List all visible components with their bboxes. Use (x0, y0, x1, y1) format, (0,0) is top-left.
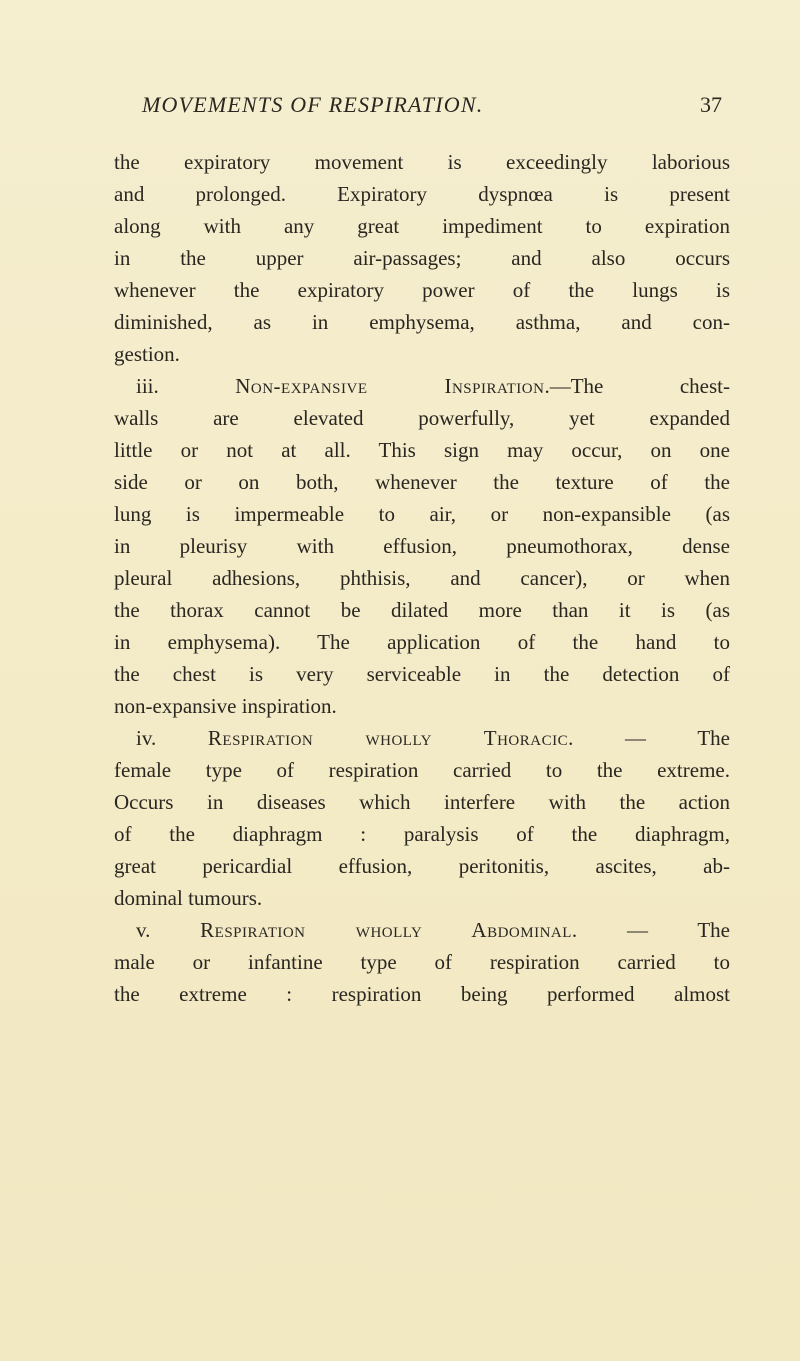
page-number: 37 (700, 92, 722, 117)
text-line: whenever the expiratory power of the lungs is (114, 278, 730, 302)
section-heading-line: v. Respiration wholly Abdominal. — The (136, 918, 730, 942)
text-line: side or on both, whenever the texture of the (114, 470, 730, 494)
body-text (114, 146, 730, 1010)
text-line: and prolonged. Expiratory dyspnœa is present (114, 182, 730, 206)
text-line: female type of respiration carried to the extreme. (114, 758, 730, 782)
section-heading-line: iv. Respiration wholly Thoracic. — The (136, 726, 730, 750)
text-line: the chest is very serviceable in the detection of (114, 662, 730, 686)
text-line: gestion. (114, 342, 180, 366)
section-heading-line: iii. Non-expansive Inspiration.—The chest- (136, 374, 730, 398)
text-line: diminished, as in emphysema, asthma, and con- (114, 310, 730, 334)
text-line: male or infantine type of respiration carried to (114, 950, 730, 974)
text-line: the expiratory movement is exceedingly laborious (114, 150, 730, 174)
text-line: in emphysema). The application of the hand to (114, 630, 730, 654)
text-line: great pericardial effusion, peritonitis, ascites, ab- (114, 854, 730, 878)
text-line: the extreme : respiration being performed almost (114, 982, 730, 1006)
text-line: along with any great impediment to expiration (114, 214, 730, 238)
page-header (142, 92, 722, 126)
text-line: in the upper air-passages; and also occurs (114, 246, 730, 270)
text-line: walls are elevated powerfully, yet expanded (114, 406, 730, 430)
text-line: pleural adhesions, phthisis, and cancer), or when (114, 566, 730, 590)
text-line: of the diaphragm : paralysis of the diaphragm, (114, 822, 730, 846)
text-line: non-expansive inspiration. (114, 694, 337, 718)
text-line: dominal tumours. (114, 886, 263, 910)
text-line: Occurs in diseases which interfere with the action (114, 790, 730, 814)
text-line: the thorax cannot be dilated more than it is (as (114, 598, 730, 622)
text-line: in pleurisy with effusion, pneumothorax, dense (114, 534, 730, 558)
text-line: little or not at all. This sign may occur, on one (114, 438, 730, 462)
text-line: lung is impermeable to air, or non-expansible (as (114, 502, 730, 526)
running-head: MOVEMENTS OF RESPIRATION. (142, 92, 484, 117)
